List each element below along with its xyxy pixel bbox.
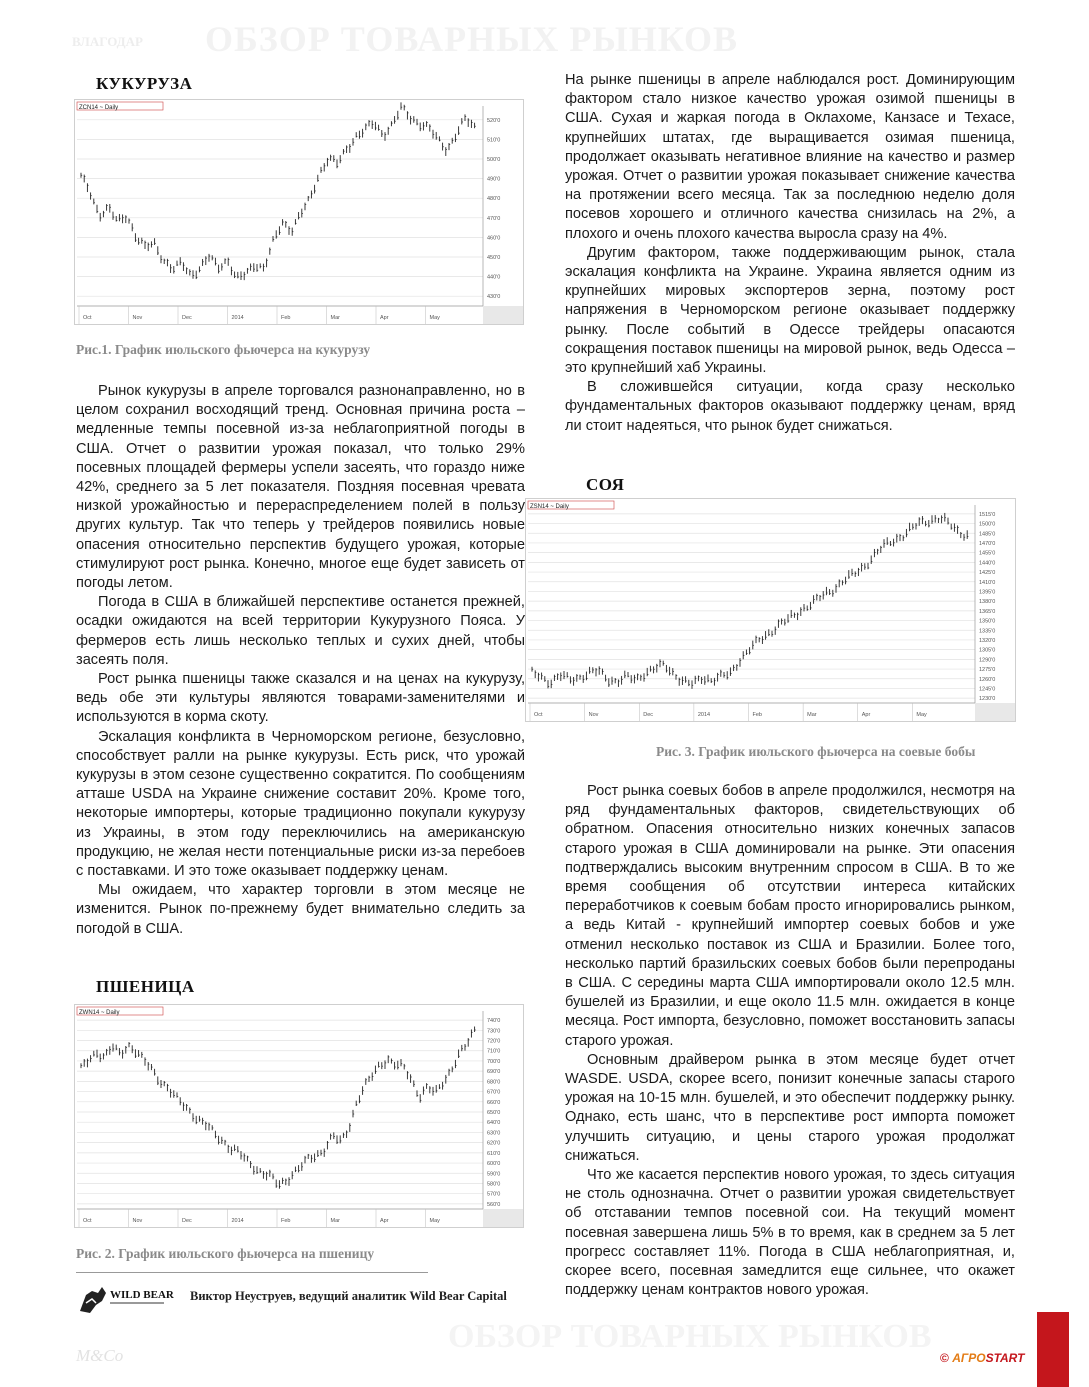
x-tick-label: Dec xyxy=(182,315,192,321)
x-tick-label: Feb xyxy=(752,712,762,718)
author-divider xyxy=(76,1272,428,1273)
x-tick-label: Oct xyxy=(83,315,92,321)
y-tick-label: 1305'0 xyxy=(979,647,996,654)
y-tick-label: 740'0 xyxy=(487,1018,501,1025)
wheat-paragraph-1: На рынке пшеницы в апреле наблюдался рост. Доминирующим фактором стало низкое качество урожая озимой пшеницы в США. Сухая и жаркая погода в Оклахоме, Канзасе и Техасе, крупнейших штатах, где выращивается озимая пшеница, продолжает оказывать негативное влияние на качество и размер урожая. Отчет о развитии урожая показывает снижение качества на протяжении всего месяца. Так за последнюю неделю доля посевов хорошего и отличного качества снизилась на 2%, а плохого и очень плохого качества выросла сразу на 4%. xyxy=(565,72,1015,242)
y-tick-label: 1425'0 xyxy=(979,570,996,577)
corn-chart-caption: Рис.1. График июльского фьючерса на кукурузу xyxy=(76,342,371,357)
y-tick-label: 510'0 xyxy=(487,137,501,144)
corn-chart xyxy=(74,99,524,325)
x-tick-label: May xyxy=(916,712,927,718)
soy-text xyxy=(565,782,1015,1300)
chart-symbol-label: ZCN14 ~ Daily xyxy=(79,105,119,111)
y-tick-label: 650'0 xyxy=(487,1110,501,1116)
y-tick-label: 600'0 xyxy=(487,1161,501,1168)
corn-paragraph-2: Погода в США в ближайшей перспективе останется прежней, осадки ожидаются на всей территории Кукурузного Пояса. У фермеров есть лишь несколько теплых и сухих дней, чтобы засеять поля. xyxy=(76,594,525,668)
y-tick-label: 620'0 xyxy=(487,1140,501,1147)
x-tick-label: Apr xyxy=(380,1218,389,1224)
wheat-chart xyxy=(74,1004,524,1228)
y-tick-label: 520'0 xyxy=(487,117,501,124)
soy-chart xyxy=(525,498,1016,722)
y-tick-label: 690'0 xyxy=(487,1069,501,1076)
x-tick-label: May xyxy=(429,315,440,321)
y-tick-label: 470'0 xyxy=(487,215,501,222)
y-tick-label: 1365'0 xyxy=(979,608,996,615)
x-tick-label: Oct xyxy=(83,1218,92,1224)
corn-heading: КУКУРУЗА xyxy=(96,74,193,93)
axis-corner xyxy=(483,306,523,324)
y-tick-label: 1500'0 xyxy=(979,521,996,528)
chart-symbol-label: ZWN14 ~ Daily xyxy=(79,1010,120,1016)
ghost-footer-title: ОБЗОР ТОВАРНЫХ РЫНКОВ xyxy=(448,1318,932,1355)
soy-paragraph-2: Основным драйвером рынка в этом месяце будет отчет WASDE. USDA, скорее всего, понизит конечные запасы старого урожая на 10-15 млн. бушелей, и это обеспечит поддержку рынку. Однако, есть шанс, что в перспективе рост импорта поможет улучшить ситуацию, и цены старого урожая продолжат снижаться. xyxy=(565,1051,1015,1164)
corn-paragraph-3: Рост рынка пшеницы также сказался и на ценах на кукурузу, ведь обе эти культуры являются товарами-заменителями и используются в корма скоту. xyxy=(76,671,525,726)
x-tick-label: Apr xyxy=(861,712,871,718)
y-tick-label: 700'0 xyxy=(487,1058,501,1065)
wheat-chart-caption: Рис. 2. График июльского фьючерса на пшеницу xyxy=(76,1246,375,1261)
y-tick-label: 1455'0 xyxy=(979,550,996,557)
x-tick-label: Dec xyxy=(182,1218,192,1224)
ghost-footer-logo: M&Co xyxy=(76,1346,124,1365)
chart-symbol-label: ZSN14 ~ Daily xyxy=(530,504,569,510)
wheat-paragraph-2: Другим фактором, также поддерживающим рынок, стала эскалация конфликта на Украине. Украина является одним из крупнейших мировых экспортеров зерна, поэтому рост напряжения в Черноморском регионе оказывает поддержку рынку. После событий в Одессе трейдеры опасаются сокращения поставок пшеницы на мировой рынок, ведь Одесса – это крупнейший хаб Украины. xyxy=(565,244,1015,377)
y-tick-label: 480'0 xyxy=(487,196,501,203)
y-tick-label: 1395'0 xyxy=(979,589,996,596)
x-tick-label: Nov xyxy=(132,315,143,321)
y-tick-label: 730'0 xyxy=(487,1028,501,1035)
soy-paragraph-1: Рост рынка соевых бобов в апреле продолжился, несмотря на ряд фундаментальных факторов, свидетельствующих об обратном. Опасения относительно низких конечных запасов старого урожая в США доминировали на рынке. Эти опасения подтверждались высоким внутренним спросом в США. В то же время сообщения об отсутствии интереса китайских переработчиков к соевым бобам просто игнорировались рынком, а ведь Китай - крупнейший импортер соевых бобов и уже отменил несколько поставок из США и Бразилии. Более того, несколько партий бразильских соевых бобов были перепроданы в США. С середины марта США импортировали около 12.5 млн. бушелей из Бразилии, и еще около 11.5 млн. ожидается в конце месяца. Рост импорта, безусловно, поможет восстановить запасы старого урожая. xyxy=(565,783,1015,1049)
y-tick-label: 710'0 xyxy=(487,1048,501,1055)
x-tick-label: Dec xyxy=(643,712,654,718)
ghost-header-small: ВЛАГОДАР xyxy=(72,34,143,49)
page-edge-tab xyxy=(1037,1312,1069,1387)
y-tick-label: 1515'0 xyxy=(979,511,996,518)
y-tick-label: 1380'0 xyxy=(979,599,996,606)
y-tick-label: 580'0 xyxy=(487,1181,501,1188)
axis-corner xyxy=(975,703,1015,721)
y-tick-label: 640'0 xyxy=(487,1120,501,1127)
y-tick-label: 460'0 xyxy=(487,235,501,242)
brand-start: START xyxy=(985,1351,1025,1365)
y-tick-label: 1335'0 xyxy=(979,628,996,635)
y-tick-label: 1230'0 xyxy=(979,696,996,703)
agrostart-logo xyxy=(940,1351,1024,1365)
y-tick-label: 430'0 xyxy=(487,294,501,301)
author-signature: Виктор Неуструев, ведущий аналитик Wild Bear Capital xyxy=(190,1289,507,1303)
y-tick-label: 1440'0 xyxy=(979,560,996,567)
x-tick-label: Feb xyxy=(281,1218,291,1224)
y-tick-label: 590'0 xyxy=(487,1171,501,1178)
y-tick-label: 490'0 xyxy=(487,176,501,183)
corn-chart-svg xyxy=(75,100,523,324)
y-tick-label: 440'0 xyxy=(487,274,501,281)
y-tick-label: 1410'0 xyxy=(979,579,996,586)
x-tick-label: Mar xyxy=(330,315,340,321)
y-tick-label: 610'0 xyxy=(487,1150,501,1157)
x-tick-label: Mar xyxy=(330,1218,340,1224)
ghost-header-title: ОБЗОР ТОВАРНЫХ РЫНКОВ xyxy=(205,19,738,59)
wheat-paragraph-3: В сложившейся ситуации, когда сразу несколько фундаментальных факторов оказывают поддержку ценам, вряд ли стоит надеяться, что рынок будет снижаться. xyxy=(565,379,1015,434)
y-tick-label: 450'0 xyxy=(487,255,501,261)
corn-paragraph-4: Эскалация конфликта в Черноморском регионе, безусловно, способствует ралли на рынке кукурузы. Есть риск, что урожай кукурузы в этом сезоне существенно сократится. По сообщениям атташе USDA на Украине снижение составит 20%. Кроме того, некоторые импортеры, которые традиционно покупали кукурузу из Украины, в этом году переключились на американскую продукцию, не желая нести потенциальные риски из-за перебоев с поставками. И это тоже оказывает поддержку ценам. xyxy=(76,728,525,880)
x-tick-label: 2014 xyxy=(697,712,711,718)
logo-text: WILD BEAR xyxy=(110,1289,174,1301)
soy-chart-svg xyxy=(526,499,1015,721)
x-tick-label: Nov xyxy=(588,712,599,718)
corn-paragraph-5: Мы ожидаем, что характер торговли в этом месяце не изменится. Рынок по-прежнему будет внимательно следить за погодой в США. xyxy=(76,882,525,937)
y-tick-label: 670'0 xyxy=(487,1089,501,1096)
x-tick-label: Mar xyxy=(807,712,817,718)
wheat-chart-svg xyxy=(75,1005,523,1227)
x-tick-label: Feb xyxy=(281,315,291,321)
axis-corner xyxy=(483,1209,523,1227)
copyright-icon: © xyxy=(940,1351,949,1365)
y-tick-label: 720'0 xyxy=(487,1038,501,1045)
y-tick-label: 660'0 xyxy=(487,1099,501,1106)
corn-paragraph-1: Рынок кукурузы в апреле торговался разнонаправленно, но в целом сохранил восходящий тренд. Основная причина роста – медленные темпы посевной из-за неблагоприятной погоды в США. Отчет о развитии урожая показал, что только 29% посевных площадей фермеры успели засеять, что гораздо ниже 42%, среднего за 5 лет показателя. Поздняя посевная чревата низкой урожайностью и перераспределением полей в пользу других культур. Так что теперь у трейдеров появились новые опасения относительно перспектив будущего урожая, которые стимулируют рост рынка. Конечно, многое еще будет зависеть от погоды летом. xyxy=(76,383,525,592)
y-tick-label: 1350'0 xyxy=(979,618,996,625)
y-tick-label: 1320'0 xyxy=(979,637,996,644)
wheat-text xyxy=(565,71,1015,436)
wild-bear-logo xyxy=(76,1281,176,1317)
x-tick-label: Nov xyxy=(132,1218,143,1224)
y-tick-label: 1260'0 xyxy=(979,676,996,683)
x-tick-label: Oct xyxy=(534,712,543,718)
soy-heading: СОЯ xyxy=(586,475,625,494)
x-tick-label: 2014 xyxy=(231,1218,244,1224)
y-tick-label: 570'0 xyxy=(487,1191,501,1198)
soy-chart-caption: Рис. 3. График июльского фьючерса на соевые бобы xyxy=(656,744,976,759)
x-tick-label: 2014 xyxy=(231,315,244,321)
x-tick-label: May xyxy=(429,1218,440,1224)
wheat-heading: ПШЕНИЦА xyxy=(96,977,195,996)
soy-paragraph-3: Что же касается перспектив нового урожая, то здесь ситуация не столь однозначна. Отчет о развитии урожая свидетельствует об отставании темпов посевной сои. На текущий момент посевная завершена лишь 5% в то время, как в среднем за 5 лет прогресс составляет 11%. Погода в США неблагоприятная, и, скорее всего, посевная замедлится еще сильнее, что окажет поддержку ценам контрактов нового урожая. xyxy=(565,1167,1015,1299)
price-bars xyxy=(81,102,476,280)
corn-text xyxy=(76,382,525,939)
brand-agro: АГРО xyxy=(952,1351,986,1365)
x-tick-label: Apr xyxy=(380,315,389,321)
y-tick-label: 1290'0 xyxy=(979,657,996,664)
y-tick-label: 560'0 xyxy=(487,1201,501,1208)
y-tick-label: 630'0 xyxy=(487,1130,501,1137)
y-tick-label: 680'0 xyxy=(487,1079,501,1086)
y-tick-label: 1485'0 xyxy=(979,531,996,538)
y-tick-label: 500'0 xyxy=(487,157,501,163)
y-tick-label: 1275'0 xyxy=(979,667,996,674)
bear-logo-icon xyxy=(76,1281,176,1317)
y-tick-label: 1245'0 xyxy=(979,686,996,693)
y-tick-label: 1470'0 xyxy=(979,540,996,547)
